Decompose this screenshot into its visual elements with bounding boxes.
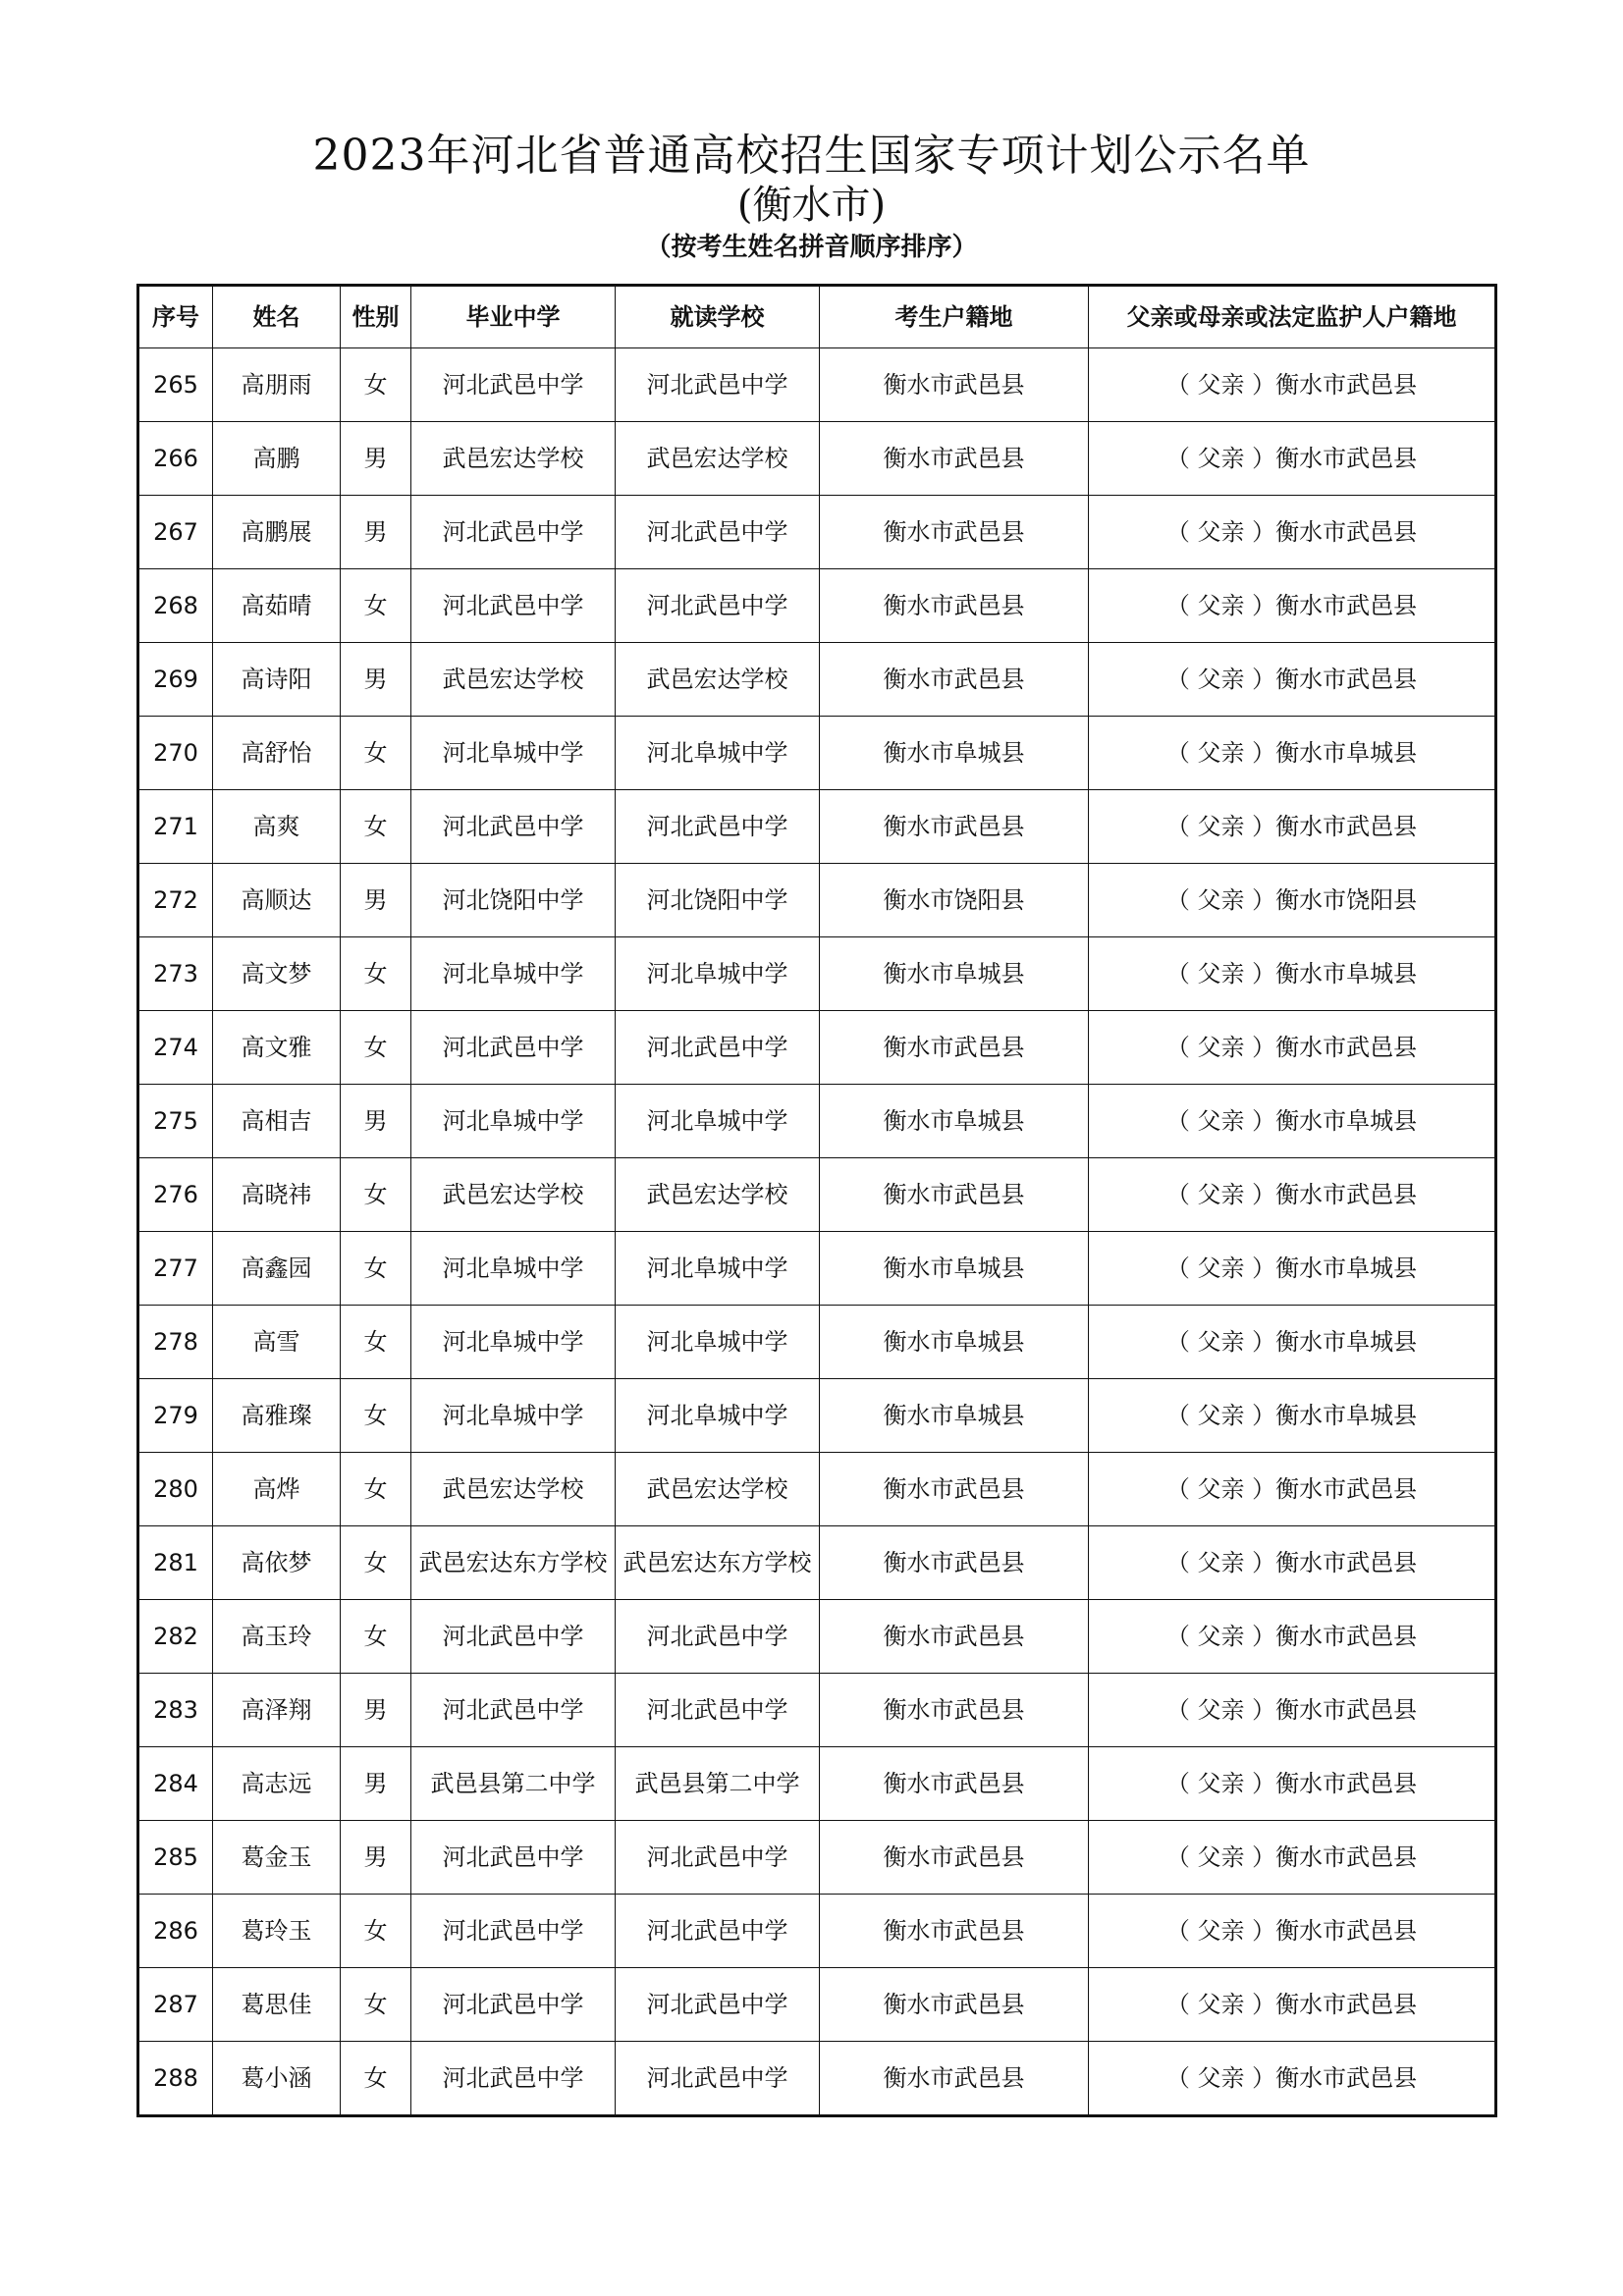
cell-sex: 男 [341,643,411,717]
cell-student-registration: 衡水市阜城县 [820,1379,1089,1453]
cell-graduation-school: 河北阜城中学 [411,717,616,790]
table-row [138,1600,1496,1674]
cell-no: 282 [138,1600,213,1674]
cell-name: 高文梦 [213,937,341,1011]
cell-current-school: 河北阜城中学 [616,1306,820,1379]
cell-name: 高依梦 [213,1526,341,1600]
cell-student-registration: 衡水市武邑县 [820,422,1089,496]
table-body [138,348,1496,2116]
sort-note: （按考生姓名拼音顺序排序） [645,233,978,262]
cell-guardian-registration: （ 父亲 ）衡水市武邑县 [1089,1968,1496,2042]
cell-name: 高茹晴 [213,569,341,643]
page-title: 2023年河北省普通高校招生国家专项计划公示名单 [312,131,1311,181]
cell-current-school: 河北武邑中学 [616,1011,820,1085]
table-row [138,1968,1496,2042]
cell-name: 高鹏展 [213,496,341,569]
cell-no: 266 [138,422,213,496]
table-row [138,1674,1496,1747]
cell-no: 275 [138,1085,213,1158]
cell-no: 273 [138,937,213,1011]
cell-student-registration: 衡水市武邑县 [820,1895,1089,1968]
cell-no: 276 [138,1158,213,1232]
cell-current-school: 河北阜城中学 [616,1232,820,1306]
cell-student-registration: 衡水市阜城县 [820,1085,1089,1158]
cell-no: 272 [138,864,213,937]
cell-graduation-school: 武邑宏达学校 [411,422,616,496]
table-row [138,348,1496,422]
table-row [138,1379,1496,1453]
cell-graduation-school: 河北武邑中学 [411,1600,616,1674]
cell-graduation-school: 武邑宏达学校 [411,1158,616,1232]
cell-student-registration: 衡水市武邑县 [820,1674,1089,1747]
cell-guardian-registration: （ 父亲 ）衡水市武邑县 [1089,348,1496,422]
cell-name: 高晓祎 [213,1158,341,1232]
cell-graduation-school: 河北武邑中学 [411,2042,616,2116]
cell-sex: 男 [341,864,411,937]
cell-sex: 女 [341,937,411,1011]
cell-guardian-registration: （ 父亲 ）衡水市武邑县 [1089,2042,1496,2116]
column-header-sex: 性别 [341,286,411,348]
cell-no: 279 [138,1379,213,1453]
cell-sex: 男 [341,1747,411,1821]
cell-current-school: 河北武邑中学 [616,1674,820,1747]
cell-name: 高鹏 [213,422,341,496]
cell-graduation-school: 武邑县第二中学 [411,1747,616,1821]
cell-graduation-school: 河北武邑中学 [411,1968,616,2042]
column-header-current-school: 就读学校 [616,286,820,348]
cell-no: 267 [138,496,213,569]
cell-no: 268 [138,569,213,643]
cell-guardian-registration: （ 父亲 ）衡水市武邑县 [1089,1011,1496,1085]
cell-student-registration: 衡水市武邑县 [820,1158,1089,1232]
cell-name: 高爽 [213,790,341,864]
cell-guardian-registration: （ 父亲 ）衡水市武邑县 [1089,569,1496,643]
cell-guardian-registration: （ 父亲 ）衡水市武邑县 [1089,1674,1496,1747]
table-row [138,1158,1496,1232]
cell-current-school: 河北阜城中学 [616,1379,820,1453]
cell-current-school: 河北阜城中学 [616,937,820,1011]
cell-graduation-school: 河北阜城中学 [411,1085,616,1158]
cell-sex: 男 [341,422,411,496]
cell-current-school: 河北武邑中学 [616,569,820,643]
table-row [138,569,1496,643]
cell-current-school: 河北阜城中学 [616,1085,820,1158]
cell-name: 葛思佳 [213,1968,341,2042]
cell-name: 高顺达 [213,864,341,937]
cell-student-registration: 衡水市饶阳县 [820,864,1089,937]
cell-name: 葛小涵 [213,2042,341,2116]
cell-student-registration: 衡水市武邑县 [820,1600,1089,1674]
cell-no: 271 [138,790,213,864]
table-row [138,496,1496,569]
cell-current-school: 河北武邑中学 [616,2042,820,2116]
cell-graduation-school: 河北武邑中学 [411,1674,616,1747]
cell-student-registration: 衡水市武邑县 [820,1011,1089,1085]
cell-sex: 男 [341,1085,411,1158]
table-row [138,1011,1496,1085]
cell-sex: 女 [341,1600,411,1674]
cell-student-registration: 衡水市武邑县 [820,790,1089,864]
cell-guardian-registration: （ 父亲 ）衡水市武邑县 [1089,1600,1496,1674]
cell-current-school: 河北武邑中学 [616,1600,820,1674]
cell-student-registration: 衡水市武邑县 [820,1526,1089,1600]
cell-student-registration: 衡水市武邑县 [820,643,1089,717]
cell-current-school: 武邑宏达东方学校 [616,1526,820,1600]
cell-sex: 女 [341,1526,411,1600]
cell-name: 高泽翔 [213,1674,341,1747]
cell-student-registration: 衡水市武邑县 [820,1821,1089,1895]
cell-no: 277 [138,1232,213,1306]
cell-sex: 女 [341,1158,411,1232]
column-header-guardian-registration: 父亲或母亲或法定监护人户籍地 [1089,286,1496,348]
cell-no: 280 [138,1453,213,1526]
table-header-row [138,286,1496,348]
table-row [138,1232,1496,1306]
cell-name: 高志远 [213,1747,341,1821]
cell-guardian-registration: （ 父亲 ）衡水市阜城县 [1089,1232,1496,1306]
table-row [138,717,1496,790]
cell-no: 287 [138,1968,213,2042]
cell-guardian-registration: （ 父亲 ）衡水市阜城县 [1089,937,1496,1011]
cell-guardian-registration: （ 父亲 ）衡水市阜城县 [1089,1306,1496,1379]
cell-sex: 女 [341,569,411,643]
cell-graduation-school: 河北饶阳中学 [411,864,616,937]
cell-name: 高玉玲 [213,1600,341,1674]
cell-current-school: 河北武邑中学 [616,1895,820,1968]
cell-guardian-registration: （ 父亲 ）衡水市阜城县 [1089,1085,1496,1158]
cell-sex: 女 [341,1232,411,1306]
table-row [138,937,1496,1011]
cell-sex: 男 [341,1674,411,1747]
table-row [138,1453,1496,1526]
cell-guardian-registration: （ 父亲 ）衡水市武邑县 [1089,790,1496,864]
cell-graduation-school: 河北阜城中学 [411,1232,616,1306]
cell-graduation-school: 河北武邑中学 [411,1821,616,1895]
cell-student-registration: 衡水市阜城县 [820,717,1089,790]
table-row [138,643,1496,717]
cell-graduation-school: 河北武邑中学 [411,790,616,864]
cell-name: 高烨 [213,1453,341,1526]
cell-name: 葛金玉 [213,1821,341,1895]
cell-sex: 女 [341,717,411,790]
table-row [138,864,1496,937]
cell-student-registration: 衡水市阜城县 [820,937,1089,1011]
cell-guardian-registration: （ 父亲 ）衡水市武邑县 [1089,1895,1496,1968]
cell-student-registration: 衡水市武邑县 [820,1453,1089,1526]
cell-student-registration: 衡水市武邑县 [820,569,1089,643]
cell-current-school: 河北武邑中学 [616,790,820,864]
cell-name: 高朋雨 [213,348,341,422]
cell-graduation-school: 武邑宏达东方学校 [411,1526,616,1600]
cell-no: 286 [138,1895,213,1968]
cell-current-school: 河北阜城中学 [616,717,820,790]
cell-student-registration: 衡水市阜城县 [820,1306,1089,1379]
cell-graduation-school: 河北阜城中学 [411,937,616,1011]
cell-no: 274 [138,1011,213,1085]
cell-graduation-school: 武邑宏达学校 [411,1453,616,1526]
cell-sex: 男 [341,1821,411,1895]
cell-guardian-registration: （ 父亲 ）衡水市武邑县 [1089,1747,1496,1821]
cell-guardian-registration: （ 父亲 ）衡水市武邑县 [1089,1526,1496,1600]
cell-guardian-registration: （ 父亲 ）衡水市阜城县 [1089,717,1496,790]
cell-name: 葛玲玉 [213,1895,341,1968]
cell-name: 高鑫园 [213,1232,341,1306]
cell-student-registration: 衡水市武邑县 [820,496,1089,569]
table-row [138,1895,1496,1968]
cell-no: 265 [138,348,213,422]
table-row [138,1085,1496,1158]
cell-student-registration: 衡水市武邑县 [820,2042,1089,2116]
cell-no: 269 [138,643,213,717]
cell-current-school: 武邑县第二中学 [616,1747,820,1821]
column-header-no: 序号 [138,286,213,348]
table-row [138,1306,1496,1379]
cell-graduation-school: 河北阜城中学 [411,1379,616,1453]
cell-sex: 女 [341,790,411,864]
cell-no: 270 [138,717,213,790]
cell-graduation-school: 武邑宏达学校 [411,643,616,717]
cell-sex: 女 [341,1011,411,1085]
cell-no: 285 [138,1821,213,1895]
cell-graduation-school: 河北武邑中学 [411,348,616,422]
cell-student-registration: 衡水市武邑县 [820,348,1089,422]
column-header-name: 姓名 [213,286,341,348]
cell-current-school: 河北饶阳中学 [616,864,820,937]
cell-graduation-school: 河北武邑中学 [411,569,616,643]
cell-name: 高舒怡 [213,717,341,790]
cell-guardian-registration: （ 父亲 ）衡水市武邑县 [1089,1158,1496,1232]
cell-current-school: 河北武邑中学 [616,1821,820,1895]
table-row [138,790,1496,864]
table-row [138,1526,1496,1600]
cell-sex: 女 [341,1379,411,1453]
cell-current-school: 河北武邑中学 [616,496,820,569]
column-header-graduation-school: 毕业中学 [411,286,616,348]
cell-guardian-registration: （ 父亲 ）衡水市饶阳县 [1089,864,1496,937]
cell-graduation-school: 河北武邑中学 [411,1895,616,1968]
cell-sex: 女 [341,1895,411,1968]
cell-guardian-registration: （ 父亲 ）衡水市武邑县 [1089,643,1496,717]
page-subtitle: (衡水市) [736,183,887,228]
cell-name: 高雅璨 [213,1379,341,1453]
cell-graduation-school: 河北武邑中学 [411,1011,616,1085]
cell-guardian-registration: （ 父亲 ）衡水市阜城县 [1089,1379,1496,1453]
cell-no: 288 [138,2042,213,2116]
column-header-student-registration: 考生户籍地 [820,286,1089,348]
cell-student-registration: 衡水市武邑县 [820,1747,1089,1821]
cell-graduation-school: 河北武邑中学 [411,496,616,569]
cell-no: 284 [138,1747,213,1821]
cell-no: 281 [138,1526,213,1600]
cell-name: 高文雅 [213,1011,341,1085]
cell-student-registration: 衡水市阜城县 [820,1232,1089,1306]
table-row [138,422,1496,496]
cell-guardian-registration: （ 父亲 ）衡水市武邑县 [1089,422,1496,496]
cell-guardian-registration: （ 父亲 ）衡水市武邑县 [1089,1453,1496,1526]
cell-current-school: 武邑宏达学校 [616,422,820,496]
cell-current-school: 河北武邑中学 [616,1968,820,2042]
cell-sex: 女 [341,348,411,422]
cell-sex: 女 [341,1453,411,1526]
cell-sex: 女 [341,1306,411,1379]
cell-name: 高雪 [213,1306,341,1379]
cell-sex: 女 [341,1968,411,2042]
roster-table [136,284,1497,2117]
cell-no: 283 [138,1674,213,1747]
cell-current-school: 武邑宏达学校 [616,1158,820,1232]
cell-current-school: 武邑宏达学校 [616,643,820,717]
cell-current-school: 武邑宏达学校 [616,1453,820,1526]
cell-name: 高诗阳 [213,643,341,717]
cell-guardian-registration: （ 父亲 ）衡水市武邑县 [1089,496,1496,569]
cell-guardian-registration: （ 父亲 ）衡水市武邑县 [1089,1821,1496,1895]
table-row [138,2042,1496,2116]
cell-no: 278 [138,1306,213,1379]
table-row [138,1747,1496,1821]
cell-graduation-school: 河北阜城中学 [411,1306,616,1379]
table-row [138,1821,1496,1895]
cell-sex: 女 [341,2042,411,2116]
cell-name: 高相吉 [213,1085,341,1158]
cell-sex: 男 [341,496,411,569]
cell-student-registration: 衡水市武邑县 [820,1968,1089,2042]
cell-current-school: 河北武邑中学 [616,348,820,422]
